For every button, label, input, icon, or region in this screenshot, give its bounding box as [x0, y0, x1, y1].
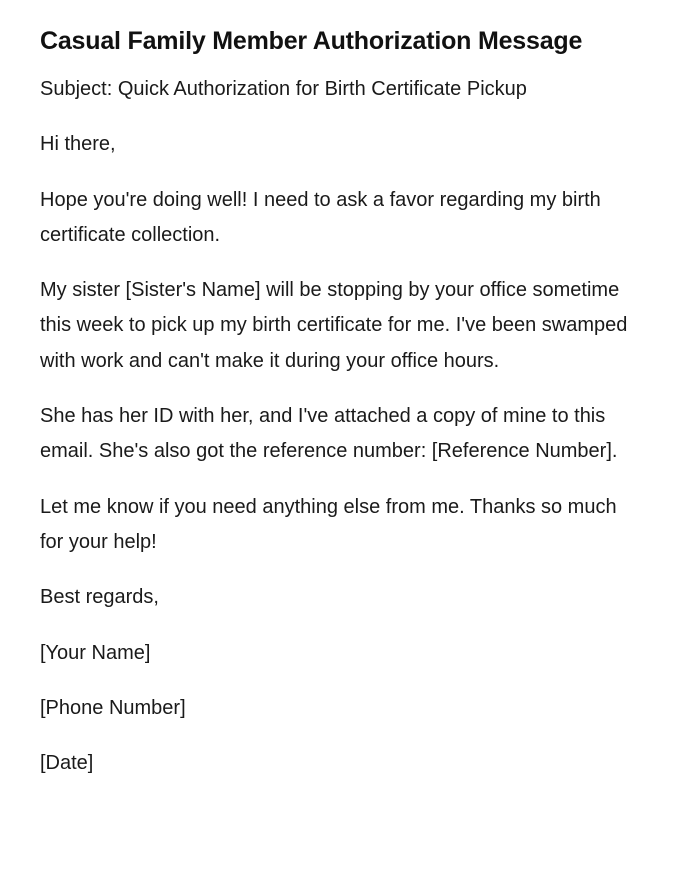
signature-date: [Date] [40, 752, 94, 775]
signature-name: [Your Name] [40, 641, 151, 664]
body-paragraph-intro: Hope you're doing well! I need to ask a favor regarding my birth certificate collection. [40, 188, 601, 246]
email-subject: Subject: Quick Authorization for Birth Certificate Pickup [40, 78, 527, 100]
email-closing: Best regards, [40, 586, 159, 609]
body-paragraph-id: She has her ID with her, and I've attached a copy of mine to this email. She's also got the reference number: [Reference Number]. [40, 405, 618, 463]
signature-phone: [Phone Number] [40, 696, 186, 719]
body-paragraph-thanks: Let me know if you need anything else from me. Thanks so much for your help! [40, 495, 617, 553]
body-paragraph-sister: My sister [Sister's Name] will be stopping by your office sometime this week to pick up my birth certificate for me. I've been swamped with work and can't make it during your office hours. [40, 279, 628, 372]
document-title: Casual Family Member Authorization Message [40, 27, 583, 55]
email-greeting: Hi there, [40, 133, 116, 156]
